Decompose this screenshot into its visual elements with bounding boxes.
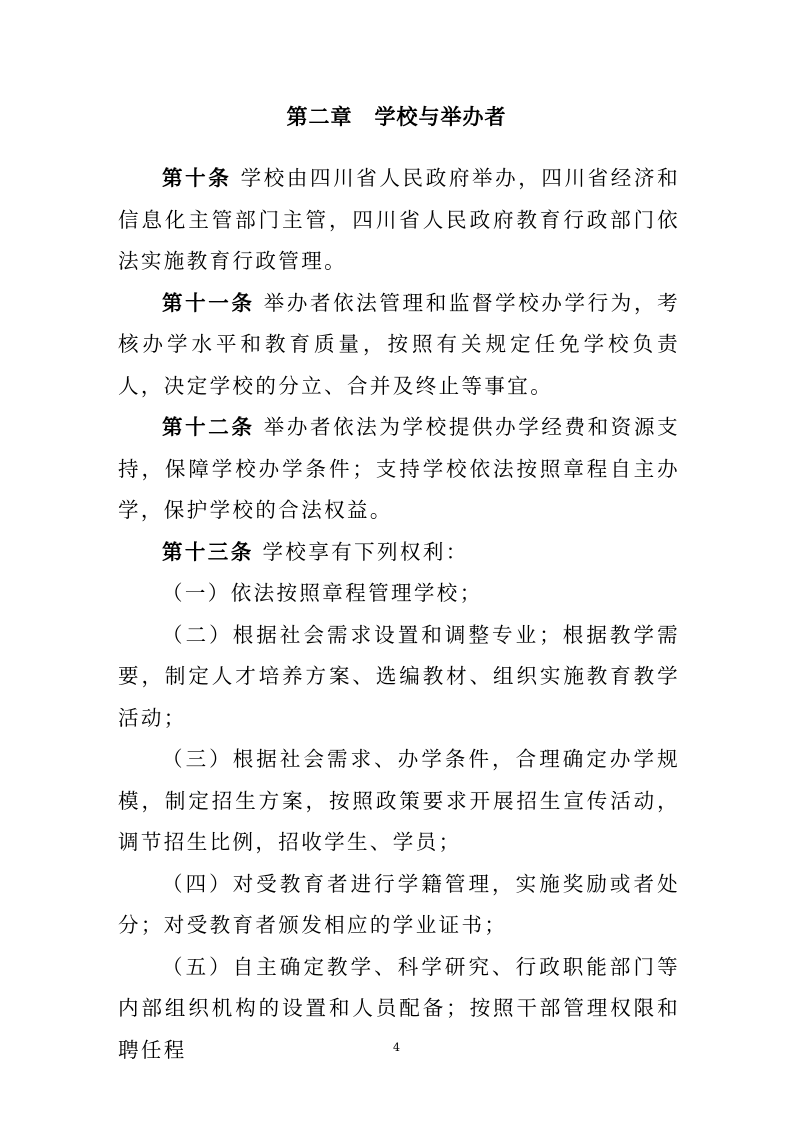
paragraph-text: 举办者依法管理和监督学校办学行为，考核办学水平和教育质量，按照有关规定任免学校负责人，决定学校的分立、合并及终止等事宜。 xyxy=(118,290,680,398)
paragraph-text: （四）对受教育者进行学籍管理，实施奖励或者处分；对受教育者颁发相应的学业证书； xyxy=(118,871,680,937)
document-body xyxy=(118,158,680,1071)
article-number: 第十三条 xyxy=(162,539,254,564)
paragraph-article-11 xyxy=(118,283,680,408)
chapter-title: 第二章 学校与举办者 xyxy=(286,105,507,129)
paragraph-text: （一）依法按照章程管理学校； xyxy=(162,581,483,605)
list-item-4 xyxy=(118,864,680,947)
list-item-3 xyxy=(118,739,680,864)
list-item-1 xyxy=(118,573,680,615)
article-number: 第十一条 xyxy=(162,290,255,315)
paragraph-text: 学校由四川省人民政府举办，四川省经济和信息化主管部门主管，四川省人民政府教育行政部门依法实施教育行政管理。 xyxy=(118,166,680,273)
page-number: 4 xyxy=(393,1041,400,1054)
paragraph-text: （五）自主确定教学、科学研究、行政职能部门等内部组织机构的设置和人员配备；按照干部管理权限和聘任程 xyxy=(118,954,680,1062)
list-item-2 xyxy=(118,615,680,740)
paragraph-article-13 xyxy=(118,532,680,574)
paragraph-article-12 xyxy=(118,407,680,532)
paragraph-text: 举办者依法为学校提供办学经费和资源支持，保障学校办学条件；支持学校依法按照章程自主办学，保护学校的合法权益。 xyxy=(118,415,680,522)
paragraph-text: （三）根据社会需求、办学条件，合理确定办学规模，制定招生方案，按照政策要求开展招生宣传活动，调节招生比例，招收学生、学员； xyxy=(118,747,680,854)
paragraph-text: 学校享有下列权利： xyxy=(262,539,469,564)
article-number: 第十二条 xyxy=(162,415,255,439)
paragraph-text: （二）根据社会需求设置和调整专业；根据教学需要，制定人才培养方案、选编教材、组织实施教育教学活动； xyxy=(118,622,680,730)
paragraph-article-10 xyxy=(118,158,680,283)
article-number: 第十条 xyxy=(162,166,232,190)
